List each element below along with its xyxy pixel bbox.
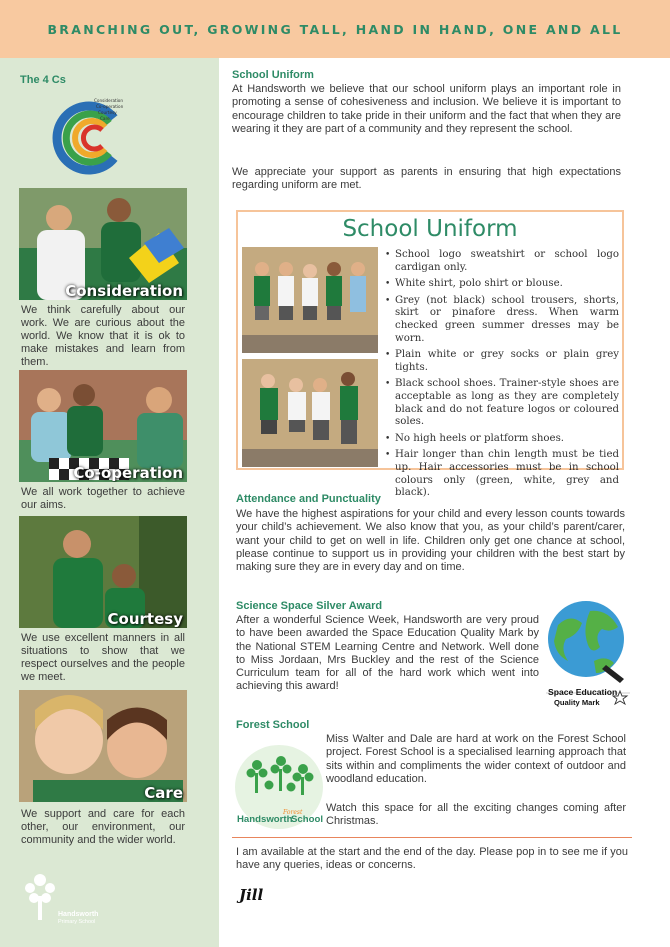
badge-line-2: Quality Mark — [554, 698, 600, 707]
forest-school-logo — [233, 743, 325, 831]
photo-consideration — [19, 188, 187, 300]
uniform-para-2: We appreciate your support as parents in ensuring that high expectations regarding uniform are met. — [232, 166, 621, 192]
c-logo-word: Care — [100, 116, 110, 121]
four-cs-heading: The 4 Cs — [20, 74, 66, 86]
forest-trees-icon — [233, 743, 325, 831]
c-logo-word: Consideration — [94, 98, 124, 103]
uniform-photo-1-image — [242, 247, 378, 353]
forest-para-2: Watch this space for all the exciting changes coming after Christmas. — [326, 802, 626, 828]
forest-logo-word-2: School — [291, 814, 323, 825]
uniform-item: • School logo sweatshirt or school logo cardigan only. — [385, 249, 619, 274]
text-consideration: We think carefully about our work. We are curious about the world. We know that it is ok to make mistakes and learn from them. — [21, 304, 185, 368]
attendance-text: We have the highest aspirations for your child and every lesson counts towards your child’s achievement. We also know that you, as your child’s parent/carer, want your child to get on well in life. Children only get one chance at school, please continue to support us in providing your children with the best start by making sure they are in every day and on time. — [236, 508, 625, 574]
badge-line-1: Space Education — [548, 687, 618, 697]
caption-care: Care — [144, 784, 183, 802]
tree-logo-icon — [20, 866, 110, 926]
sidebar-4cs — [0, 58, 219, 947]
uniform-list — [385, 249, 619, 504]
c-logo-word: Co-operation — [96, 104, 124, 109]
science-heading: Science Space Silver Award — [236, 600, 383, 612]
uniform-photo-2-image — [242, 359, 378, 467]
photo-cooperation — [19, 370, 187, 482]
uniform-item: • Plain white or grey socks or plain grey tights. — [385, 349, 619, 374]
closing-text: I am available at the start and the end of the day. Please pop in to see me if you have any queries, ideas or concerns. — [236, 846, 628, 872]
uniform-item: • Grey (not black) school trousers, shorts, skirt or pinafore dress. When warm checked green summer dresses may be worn. — [385, 295, 619, 345]
section-divider — [232, 837, 632, 838]
caption-courtesy: Courtesy — [107, 610, 183, 628]
photo-courtesy — [19, 516, 187, 628]
handsworth-logo — [20, 866, 110, 926]
text-courtesy: We use excellent manners in all situations to show that we respect ourselves and the people we meet. — [21, 632, 185, 683]
main-content — [219, 58, 670, 947]
uniform-photo-1 — [242, 247, 378, 353]
text-care: We support and care for each other, our environment, our community and the wider world. — [21, 808, 185, 846]
forest-logo-word-1: Handsworth — [237, 814, 293, 825]
c-logo-word: Courtesy — [98, 110, 117, 115]
caption-consideration: Consideration — [65, 282, 183, 300]
science-text: After a wonderful Science Week, Handsworth are very proud to have been awarded the Space Education Quality Mark by the National STEM Learning Centre and Network. Well done to Miss Jordaan, Mrs Buckley and the rest of the Science Curriculum team for all of the hard work which went into achieving this award! — [236, 614, 539, 693]
uniform-item: • No high heels or platform shoes. — [385, 433, 619, 446]
uniform-item: • Black school shoes. Trainer-style shoes are acceptable as long as they are completely black and do not feature logos or coloured soles. — [385, 378, 619, 428]
globe-icon — [544, 599, 632, 709]
space-education-badge — [544, 599, 632, 709]
forest-para-1: Miss Walter and Dale are hard at work on the Forest School project. Forest School is a specialised learning approach that sits within and compliments the wider context of outdoor and woodland education. — [326, 733, 626, 785]
photo-care — [19, 690, 187, 802]
header-banner — [0, 0, 670, 58]
banner-title: BRANCHING OUT, GROWING TALL, HAND IN HAND, ONE AND ALL — [47, 21, 623, 37]
uniform-para-1: At Handsworth we believe that our school uniform plays an important role in promoting a sense of cohesiveness and inclusion. We believe it is important to encourage children to take pride in their uniform and the fact that when they are wearing it they are part of a community and they represent the school. — [232, 83, 621, 135]
signature: Jill — [239, 886, 264, 904]
forest-logo-small: Forest — [283, 809, 303, 816]
forest-heading: Forest School — [236, 719, 310, 731]
attendance-heading: Attendance and Punctuality — [236, 493, 381, 505]
uniform-box-title: School Uniform — [342, 216, 518, 242]
uniform-heading: School Uniform — [232, 69, 314, 81]
uniform-photo-2 — [242, 359, 378, 467]
uniform-item: • Hair longer than chin length must be tied up. Hair accessories must be in school colours only (green, white, grey and black). — [385, 449, 619, 499]
text-cooperation: We all work together to achieve our aims. — [21, 486, 185, 511]
four-cs-c-logo — [52, 92, 132, 182]
uniform-item: • White shirt, polo shirt or blouse. — [385, 278, 619, 291]
logo-name: Handsworth — [58, 911, 99, 918]
logo-subname: Primary School — [58, 919, 96, 925]
caption-cooperation: Co-operation — [73, 464, 183, 482]
